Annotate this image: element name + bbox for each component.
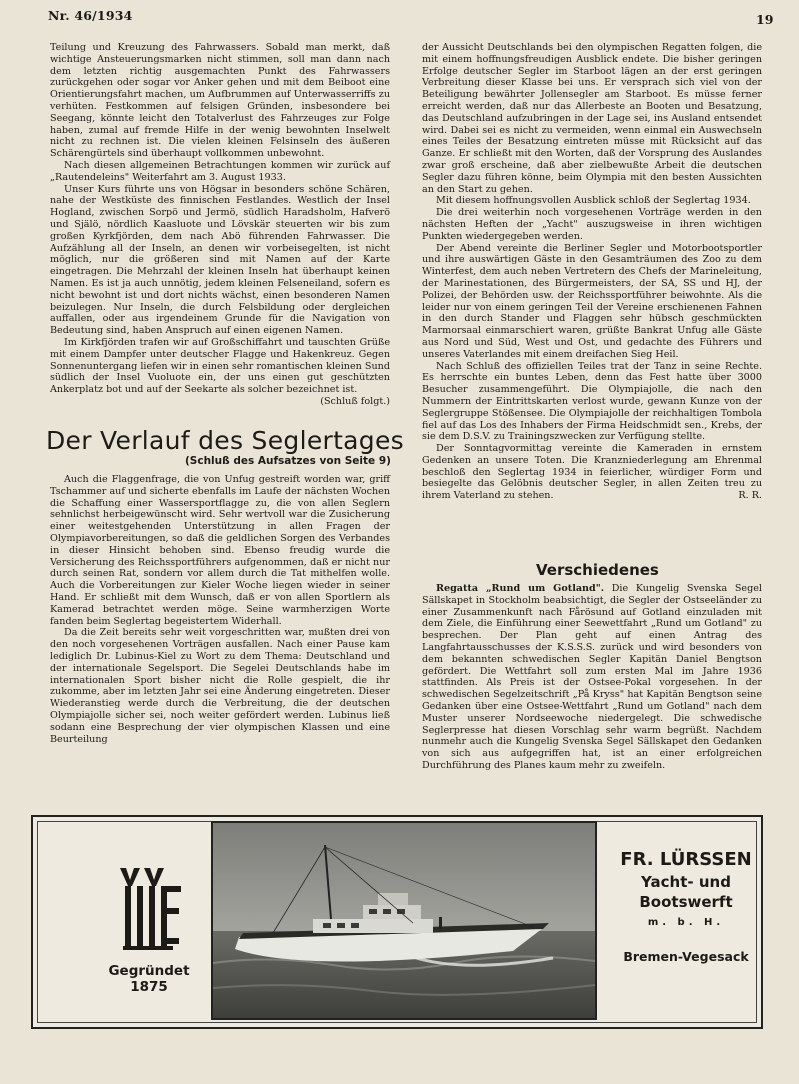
company-legal-form: m. b. H. bbox=[647, 917, 725, 928]
paragraph: Unser Kurs führte uns von Högsar in besonders schöne Schären, nahe der Westküste des finnischen Festlandes. Westlich der Insel Hogland, zwischen Sorpö und Jermö, südlich Haradsholm, Hafverö und Själö, nördlich Kaasluote und Lövskär steuerten wir bis zum großen Kyrkfjörden, dem nach Abö führenden Fahrwasser. Die Aufzählung all der Inseln, an denen wir vorbeisegelten, ist nicht möglich, nur die größeren sind mit Namen auf der Karte eingetragen. Die Mehrzahl der kleinen Inseln hat überhaupt keinen Namen. Es ist ja auch unnötig, jedem kleinen Felseneiland, sofern es nicht bewohnt ist und dort nichts wächst, einen besonderen Namen beizulegen. Nur Inseln, die durch Felsbildung oder dergleichen auffallen, oder aus irgendeinem Grunde für die Navigation von Bedeutung sind, haben Anspruch auf einen eigenen Namen. bbox=[50, 183, 390, 337]
to-be-continued-note: (Schluß folgt.) bbox=[320, 395, 390, 407]
item-lead: Regatta „Rund um Gotland". bbox=[436, 583, 605, 594]
paragraph: Nach Schluß des offiziellen Teiles trat der Tanz in seine Rechte. Es herrschte ein buntes Leben, denn das Fest hatte über 3000 Besucher zusammengeführt. Die Olympiajolle, die nach den Nummern der Eintrittskarten verlost wurde, gewann Kunze von der Seglergruppe Stößensee. Die Olympiajolle der reichhaltigen Tombola fiel auf das Los des Inhabers der Firma Heidschmidt sen., Krebs, der sie dem D.S.V. zu Trainingszwecken zur Verfügung stellte. bbox=[422, 360, 762, 443]
paragraph bbox=[422, 443, 762, 502]
paragraph: Auch die Flaggenfrage, die von Unfug gestreift worden war, griff Tschammer auf und sicherte ebenfalls im Laufe der nächsten Wochen die Schaffung einer Wassersportflagge zu, die von allen Seglern sehnlichst herbeigewünscht wird. Sehr wertvoll war die Zusicherung einer weitestgehenden Unterstützung in allen Fragen der Olympiavorbereitungen, so daß die geldlichen Sorgen des Verbandes in dieser Hinsicht behoben sind. Ebenso freudig wurde die Versicherung des Reichssportführers aufgenommen, daß er nicht nur durch seinen Rat, sondern vor allem durch die Tat mithelfen wolle. Auch die Vorbereitungen zur Kieler Woche liegen wieder in seiner Hand. Er schließt mit dem Wunsch, daß er von allen Sportlern als Kamerad betrachtet werden möge. Seine warmherzigen Worte fanden beim Seglertag begeistertem Widerhall. bbox=[50, 474, 390, 627]
paragraph-text: Im Kirkfjörden trafen wir auf Großschiffahrt und tauschten Grüße mit einem Dampfer unter deutscher Flagge und Hakenkreuz. Gegen Sonnenuntergang liefen wir in einen sehr romantischen kleinen Sund südlich der Insel Vuoluote ein, der uns einen gut geschützten Ankerplatz bot und auf der Seekarte als solcher bezeichnet ist. bbox=[50, 336, 390, 396]
company-name: FR. LÜRSSEN bbox=[620, 849, 752, 870]
yacht-illustration bbox=[213, 823, 595, 1018]
yacht-photo bbox=[211, 821, 597, 1020]
paragraph: Da die Zeit bereits sehr weit vorgeschritten war, mußten drei von den noch vorgesehenen Vorträgen ausfallen. Nach einer Pause kam lediglich Dr. Lubinus-Kiel zu Wort zu dem Thema: Deutschland und der internationale Segelsport. Die Segelei Deutschlands habe im internationalen Sport bisher nicht die Rolle gespielt, die ihr zukomme, aber im letzten Jahr sei eine Änderung eingetreten. Dieser Wiederanstieg werde durch die Verbreitung, die der deutschen Olympiajolle sicher sei, noch weiter gefördert werden. Lubinus ließ sodann eine Besprechung der vier olympischen Klassen und eine Beurteilung bbox=[50, 627, 390, 745]
section-heading: Verschiedenes bbox=[536, 561, 659, 579]
paragraph bbox=[50, 336, 390, 407]
article-title: Der Verlauf des Seglertages bbox=[46, 426, 404, 455]
page-number: 19 bbox=[756, 12, 774, 27]
paragraph: Die drei weiterhin noch vorgesehenen Vorträge werden in den nächsten Heften der „Yacht" auszugsweise in ihren wichtigen Punkten wiedergegeben werden. bbox=[422, 207, 762, 242]
issue-number: Nr. 46/1934 bbox=[48, 8, 133, 23]
article-subtitle: (Schluß des Aufsatzes von Seite 9) bbox=[185, 455, 391, 467]
company-logo-icon bbox=[117, 862, 183, 952]
paragraph: der Aussicht Deutschlands bei den olympischen Regatten folgen, die mit einem hoffnungsfreudigen Ausblick endete. Die bisher geringen Erfolge deutscher Segler im Starboot lägen an der erst geringen Verbreitung dieser Klasse bei uns. Er versprach sich viel von der Beteiligung bewährter Jollensegler am Starboot. Es müsse ferner erreicht werden, daß nur das Allerbeste an Booten und Besatzung, das Deutschland aufzubringen in der Lage sei, ins Ausland entsendet wird. Dabei sei es nicht zu vermeiden, wenn einmal ein Auswechseln eines Teiles der Besatzung eintreten müsse mit Rücksicht auf das Ganze. Er schließt mit den Worten, daß der Vorsprung des Auslandes zwar groß erscheine, daß aber zielbewußte Arbeit die deutschen Segler dazu führen könne, beim Olympia mit den besten Aussichten an den Start zu gehen. bbox=[422, 42, 762, 195]
paragraph: Teilung und Kreuzung des Fahrwassers. Sobald man merkt, daß wichtige Ansteuerungsmarken nicht stimmen, soll man dann nach dem letzten richtig ausgemachten Punkt des Fahrwassers zurückgehen oder sogar vor Anker gehen und mit dem Beiboot eine Orientierungsfahrt machen, um Aufbrummen auf Unterwasserriffs zu verhüten. Festkommen auf felsigen Gründen, insbesondere bei Seegang, könnte leicht den Totalverlust des Fahrzeuges zur Folge haben, zumal auf fremde Hilfe in der wenig bewohnten Inselwelt nicht zu rechnen ist. Die vielen kleinen Felsinseln des äußeren Schärengürtels sind überhaupt vollkommen unbewohnt. bbox=[50, 42, 390, 160]
company-location: Bremen-Vegesack bbox=[623, 949, 749, 964]
column-right-top bbox=[422, 42, 762, 542]
paragraph bbox=[422, 583, 762, 772]
advertisement bbox=[31, 815, 763, 1029]
column-left-bottom bbox=[50, 474, 390, 794]
paragraph-text: Der Sonntagvormittag vereinte die Kameraden in ernstem Gedenken an unsere Toten. Die Kranzniederlegung am Ehrenmal beschloß den Seglertag 1934 in feierlicher, würdiger Form und besiegelte das Gelöbnis deutscher Segler, in allen Zeiten treu zu ihrem Vaterland zu stehen. bbox=[422, 443, 762, 502]
author-initials: R. R. bbox=[738, 490, 762, 502]
paragraph: Mit diesem hoffnungsvollen Ausblick schloß der Seglertag 1934. bbox=[436, 195, 751, 207]
item-body: Die Kungelig Svenska Segel Sällskapet in Stockholm beabsichtigt, die Segler der Ostseeländer zu einer Zusammenkunft nach Fårösund auf Gotland einzuladen mit dem Ziele, die Einführung einer Seewettfahrt „Rund um Gotland" zu besprechen. Der Plan geht auf einen Antrag des Langfahrtausschusses der K.S.S.S. zurück und wird besonders von dem bekannten schwedischen Segler Kapitän Daniel Bengtson gefördert. Die Wettfahrt soll zum ersten Mal im Jahre 1936 stattfinden. Als Preis ist der Ostsee-Pokal vorgesehen. In der schwedischen Segelzeitschrift „På Kryss" hat Kapitän Bengtson seine Gedanken über eine Ostsee-Wettfahrt „Rund um Gotland" nach dem Muster unserer Nordseewoche niedergelegt. Die schwedische Seglerpresse hat diesen Vorschlag sehr warm begrüßt. Nachdem nunmehr auch die Kungelig Svenska Segel Sällskapet den Gedanken von sich aus aufgegriffen hat, ist an einer erfolgreichen Durchführung des Planes kaum mehr zu zweifeln. bbox=[422, 583, 762, 771]
column-left-top bbox=[50, 42, 390, 407]
company-line-bootswerft: Bootswerft bbox=[639, 893, 733, 911]
paragraph: Nach diesen allgemeinen Betrachtungen kommen wir zurück auf „Rautendeleins" Weiterfahrt am 3. August 1933. bbox=[50, 159, 390, 183]
column-right-bottom bbox=[422, 583, 762, 795]
company-line-yacht: Yacht- und bbox=[641, 873, 731, 891]
founded-year: Gegründet 1875 bbox=[108, 963, 190, 995]
paragraph: Der Abend vereinte die Berliner Segler und Motorbootsportler und ihre auswärtigen Gäste in den Gesamträumen des Zoo zu dem Winterfest, dem auch neben Vertretern des Chefs der Marineleitung, der Marinestationen, des Bürgermeisters, der SA, SS und HJ, der Polizei, der Behörden usw. der Reichssportführer beiwohnte. Als die leider nur von einem geringen Teil der Vereine erschienenen Fahnen in den durch Stander und Flaggen sehr hübsch geschmückten Marmorsaal einmarschiert waren, grüßte Bankrat Unfug alle Gäste aus Nord und Süd, West und Ost, und gedachte des Führers und unseres Vaterlandes mit einem dreifachen Sieg Heil. bbox=[422, 242, 762, 360]
